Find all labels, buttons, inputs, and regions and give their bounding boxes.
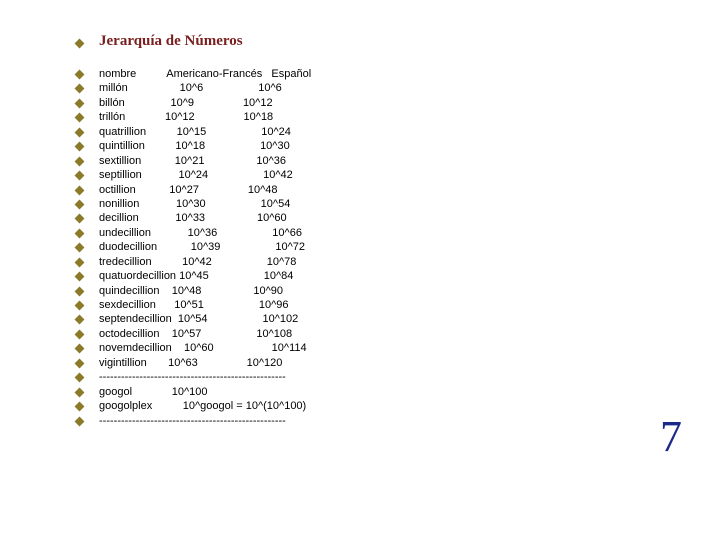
number-hierarchy-list	[0, 67, 720, 428]
list-item-text: tredecillion 10^42 10^78	[99, 255, 297, 268]
list-item	[0, 341, 720, 355]
bullet-icon	[75, 301, 85, 311]
list-item-text: octillion 10^27 10^48	[99, 183, 278, 196]
list-item-text: googol 10^100	[99, 385, 208, 398]
list-item	[0, 298, 720, 312]
list-item-text: quatrillion 10^15 10^24	[99, 125, 291, 138]
list-item-text: ---------------------------------------------------	[99, 371, 286, 384]
list-item-text: nonillion 10^30 10^54	[99, 197, 291, 210]
list-item	[0, 370, 720, 384]
list-item-text: vigintillion 10^63 10^120	[99, 356, 283, 369]
list-item-text: googolplex 10^googol = 10^(10^100)	[99, 400, 307, 413]
list-item	[0, 226, 720, 240]
bullet-icon	[75, 84, 85, 94]
list-item	[0, 96, 720, 110]
bullet-icon	[75, 257, 85, 267]
bullet-icon	[75, 113, 85, 123]
bullet-icon	[75, 98, 85, 108]
list-item-text: nombre Americano-Francés Español	[99, 68, 312, 80]
list-item	[0, 414, 720, 428]
page-number: 7	[660, 412, 682, 461]
list-item	[0, 269, 720, 283]
bullet-icon	[75, 315, 85, 325]
list-item	[0, 139, 720, 153]
list-item	[0, 183, 720, 197]
list-item-text: quintillion 10^18 10^30	[99, 140, 290, 153]
list-item	[0, 110, 720, 124]
bullet-icon	[75, 402, 85, 412]
list-item	[0, 385, 720, 399]
list-item-text: duodecillion 10^39 10^72	[99, 241, 305, 254]
list-item	[0, 125, 720, 139]
bullet-icon	[75, 142, 85, 152]
list-item-text: novemdecillion 10^60 10^114	[99, 342, 307, 355]
bullet-icon	[75, 214, 85, 224]
title-bullet-icon	[75, 39, 85, 49]
bullet-icon	[75, 344, 85, 354]
list-item-text: millón 10^6 10^6	[99, 82, 282, 95]
list-item	[0, 211, 720, 225]
list-item	[0, 67, 720, 81]
list-item-text: septillion 10^24 10^42	[99, 169, 293, 182]
list-item	[0, 240, 720, 254]
slide-title: Jerarquía de Números	[99, 33, 243, 49]
bullet-icon	[75, 329, 85, 339]
list-item	[0, 356, 720, 370]
list-item	[0, 255, 720, 269]
bullet-icon	[75, 373, 85, 383]
bullet-icon	[75, 286, 85, 296]
list-item-text: ---------------------------------------------------	[99, 414, 286, 427]
bullet-icon	[75, 228, 85, 238]
list-item-text: sextillion 10^21 10^36	[99, 154, 287, 167]
bullet-icon	[75, 243, 85, 253]
list-item	[0, 327, 720, 341]
list-item-text: quatuordecillion 10^45 10^84	[99, 270, 294, 283]
list-item	[0, 312, 720, 326]
bullet-icon	[75, 358, 85, 368]
list-item-text: septendecillion 10^54 10^102	[99, 313, 299, 326]
list-item	[0, 197, 720, 211]
bullet-icon	[75, 387, 85, 397]
list-item-text: undecillion 10^36 10^66	[99, 226, 302, 239]
bullet-icon	[75, 416, 85, 426]
list-item	[0, 284, 720, 298]
bullet-icon	[75, 199, 85, 209]
list-item-text: decillion 10^33 10^60	[99, 212, 287, 225]
list-item-text: quindecillion 10^48 10^90	[99, 284, 283, 297]
list-item-text: sexdecillion 10^51 10^96	[99, 299, 289, 311]
list-item-text: trillón 10^12 10^18	[99, 111, 274, 124]
bullet-icon	[75, 272, 85, 282]
bullet-icon	[75, 185, 85, 195]
bullet-icon	[75, 127, 85, 137]
bullet-icon	[75, 156, 85, 166]
list-item	[0, 81, 720, 95]
list-item	[0, 168, 720, 182]
list-item	[0, 154, 720, 168]
list-item-text: octodecillion 10^57 10^108	[99, 327, 293, 340]
bullet-icon	[75, 171, 85, 181]
bullet-icon	[75, 70, 85, 80]
list-item	[0, 399, 720, 413]
list-item-text: billón 10^9 10^12	[99, 96, 273, 109]
